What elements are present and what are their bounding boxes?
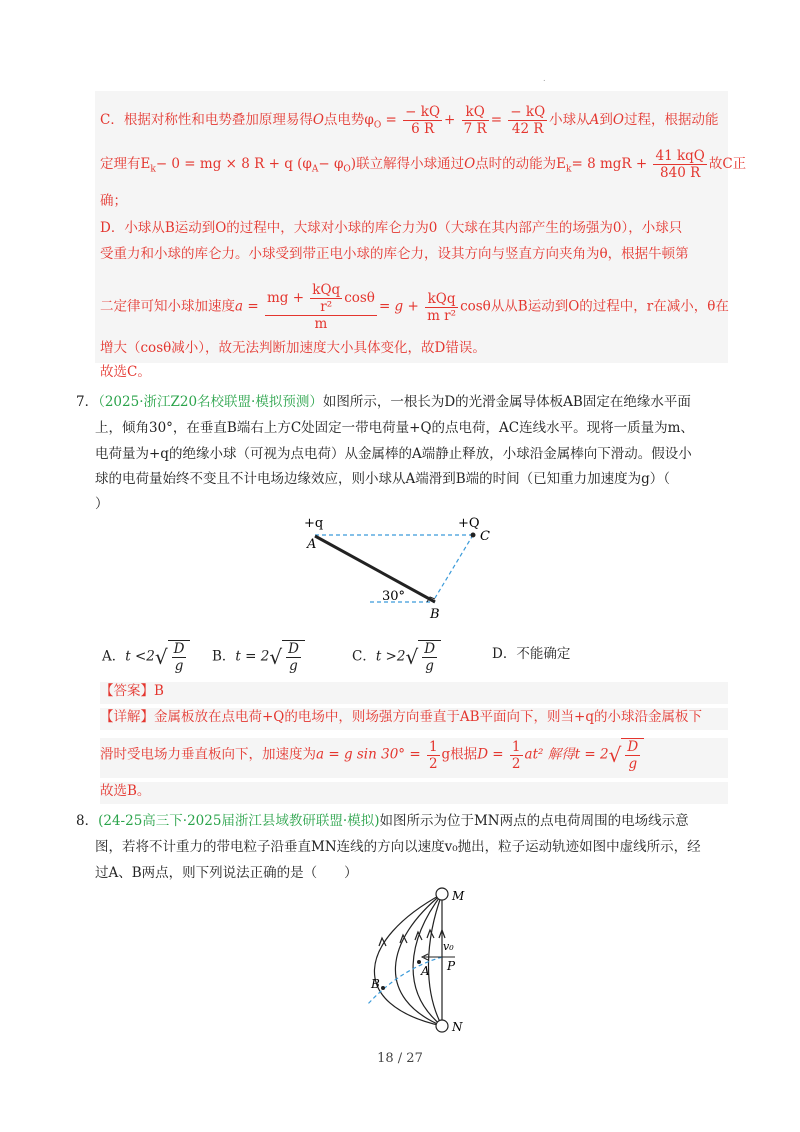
q7-detail-line2	[100, 738, 728, 778]
text: m r²	[427, 307, 457, 324]
text: a = g sin 30° =	[316, 746, 421, 763]
text: D =	[477, 746, 504, 763]
text: D	[627, 739, 639, 755]
text: − kQ	[510, 104, 546, 120]
text: )联立解得小球通过	[350, 156, 465, 172]
text: − φ	[318, 156, 344, 172]
text: 二定律可知小球加速度	[100, 298, 235, 315]
fraction	[286, 641, 301, 674]
option-expr: t >2	[375, 648, 406, 665]
solution-d-line3	[100, 282, 729, 332]
text: O	[343, 164, 351, 175]
text: 41 kqQ	[655, 148, 705, 164]
sqrt	[418, 640, 441, 674]
metal-plate-ab	[315, 536, 435, 602]
answer-value: B	[154, 683, 164, 699]
text: D	[424, 641, 436, 657]
sqrt	[621, 738, 644, 772]
text: mg +	[266, 290, 304, 306]
text: 金属板放在点电荷+Q的电场中，则场强方向垂直于AB平面向下，则当+q的小球沿金属板下	[154, 709, 703, 725]
fraction	[403, 104, 442, 137]
q7-detail-line1	[100, 708, 728, 730]
text: − kQ	[405, 104, 441, 120]
text	[265, 282, 377, 316]
text: D	[288, 641, 299, 657]
text: 过程，根据动能	[623, 112, 719, 128]
solution-c-line1: C．根据对称性和电势叠加原理易得O点电势$\varphi_O$ = $\frac{- kQ}{6 R}$ + $\frac{kQ}{7 R}$ = $\frac{- kQ}{42 R}$ 小球从A到O过程，根据动能	[100, 104, 719, 137]
text: 如图所示为位于MN两点的点电荷周围的电场线示意	[379, 813, 689, 829]
charge-m	[436, 888, 448, 900]
q8-line3: 过A、B两点，则下列说法正确的是（ ）	[95, 865, 358, 881]
fraction	[653, 148, 706, 181]
option-letter: D．	[492, 646, 517, 662]
text: k	[566, 164, 572, 175]
text: A	[589, 112, 600, 128]
text: g	[289, 658, 298, 674]
label-v0: v₀	[443, 940, 454, 953]
label-m: M	[452, 889, 465, 903]
text: 定理有E	[100, 156, 151, 172]
point-charge-c	[471, 533, 476, 538]
option-expr: t <2	[125, 648, 155, 665]
fraction	[265, 282, 377, 332]
q8-figure	[355, 880, 485, 1040]
q7-line3: 电荷量为+q的绝缘小球（可视为点电荷）从金属棒的A端静止释放，小球沿金属棒向下滑动。假设小	[95, 446, 692, 462]
sqrt-icon: √	[269, 645, 283, 669]
text: 2	[428, 755, 438, 772]
fraction	[310, 282, 342, 315]
text: k	[150, 164, 156, 175]
label-c: C	[480, 529, 490, 544]
text: 840 R	[660, 165, 701, 181]
label-big-q: +Q	[458, 516, 480, 531]
fraction	[508, 104, 547, 137]
label-p: P	[447, 959, 456, 973]
point-b	[381, 986, 385, 990]
solution-c-line3: 确；	[100, 193, 127, 209]
q7-option-d[interactable]	[492, 642, 570, 662]
q7-detail-line3: 故选B。	[100, 782, 728, 804]
text: D	[173, 641, 185, 657]
label-a: A	[421, 964, 430, 978]
fraction	[425, 291, 458, 324]
page-number: 18 / 27	[377, 1051, 423, 1066]
text: m	[314, 316, 328, 332]
option-expr: 不能确定	[516, 646, 571, 662]
text: r²	[320, 299, 333, 315]
detail-label: 【详解】	[100, 709, 154, 725]
solution-d-line4: 增大（cosθ减小），故无法判断加速度大小具体变化，故D错误。	[100, 340, 486, 356]
text: g	[425, 658, 434, 674]
q7-figure	[290, 510, 520, 630]
text: cosθ	[460, 298, 491, 315]
text: 7 R	[463, 121, 487, 137]
text: 6 R	[411, 121, 435, 137]
text: = 8 mgR +	[571, 156, 648, 172]
q7-option-c[interactable]	[352, 640, 441, 674]
q7-answer-row	[100, 682, 728, 704]
solution-d-line1: D．小球从B运动到O的过程中，大球对小球的库仑力为0（大球在其内部产生的场强为0），小球只	[100, 220, 683, 236]
fraction	[422, 641, 437, 674]
solution-d-line2: 受重力和小球的库仑力。小球受到带正电小球的库仑力，设其方向与竖直方向夹角为θ，根据牛顿第	[100, 246, 689, 262]
text: O	[464, 156, 476, 172]
q7-line4: 球的电荷量始终不变且不计电场边缘效应，则小球从A端滑到B端的时间（已知重力加速度为g）（	[95, 471, 671, 487]
text: 42 R	[511, 121, 544, 137]
question-source: （2025·浙江Z20名校联盟·模拟预测）	[98, 394, 323, 410]
text: g	[628, 756, 638, 772]
text: kQq	[425, 291, 458, 308]
text: 点时的动能为E	[475, 156, 567, 172]
text: 点电势φ	[323, 112, 374, 128]
fraction	[510, 739, 523, 772]
text: − 0 = mg × 8 R + q (φ	[155, 156, 312, 172]
q7-line5: ）	[95, 496, 109, 512]
text: cosθ	[344, 290, 375, 306]
option-letter: A．	[102, 648, 126, 665]
text: g	[174, 658, 184, 674]
label-a: A	[307, 537, 317, 552]
sqrt-icon: √	[154, 645, 168, 669]
question-number: 7．	[76, 394, 99, 410]
option-letter: B．	[212, 648, 236, 665]
text: A	[311, 164, 319, 175]
field-line-4	[428, 894, 442, 1026]
text: O	[373, 120, 382, 131]
text: O	[312, 112, 324, 128]
text: 滑时受电场力垂直板向下，加速度为	[100, 746, 316, 763]
text: 到	[599, 112, 613, 128]
fraction	[427, 739, 440, 772]
q7-line2: 上，倾角30°，在垂直B端右上方C处固定一带电荷量+Q的点电荷，AC连线水平。现将一质量为m、	[95, 420, 694, 436]
question-source: (24-25高三下·2025届浙江县域教研联盟·模拟)	[98, 813, 380, 829]
answer-label: 【答案】	[100, 683, 154, 699]
text: g根据	[441, 746, 478, 763]
q8-line1	[76, 812, 689, 830]
text: 2	[511, 755, 521, 772]
text: 故C正	[708, 156, 747, 172]
fraction	[625, 739, 640, 772]
sqrt-icon: √	[405, 645, 419, 669]
text: 如图所示，一根长为D的光滑金属导体板AB固定在绝缘水平面	[322, 394, 691, 410]
sqrt	[168, 640, 191, 674]
solution-c-line2	[100, 148, 746, 181]
text: kQ	[462, 104, 489, 121]
fraction	[462, 104, 489, 137]
label-angle: 30°	[382, 589, 406, 604]
text: C．根据对称性和电势叠加原理易得	[100, 112, 313, 128]
field-line-2	[395, 894, 442, 1026]
q7-line1	[76, 393, 691, 411]
text: 1	[428, 738, 438, 755]
q8-line2: 图，若将不计重力的带电粒子沿垂直MN连线的方向以速度v₀抛出，粒子运动轨迹如图中虚线所示，经	[95, 839, 701, 855]
text: = g +	[378, 298, 419, 315]
label-b: B	[371, 977, 380, 991]
fraction	[172, 641, 187, 674]
solution-d-line5: 故选C。	[100, 364, 151, 380]
text: 从从B运动到O的过程中，r在减小，θ在	[490, 298, 729, 315]
bc-dashed-line	[435, 535, 473, 598]
sqrt-icon: √	[608, 743, 622, 767]
label-b: B	[430, 607, 440, 622]
option-letter: C．	[352, 648, 376, 665]
q7-option-a[interactable]	[102, 640, 190, 674]
label-q: +q	[304, 516, 324, 531]
text: O	[612, 112, 624, 128]
text: t = 2	[574, 746, 609, 763]
label-n: N	[452, 1020, 463, 1034]
text: a =	[235, 298, 259, 315]
text: at² 解得	[524, 746, 575, 763]
charge-n	[436, 1020, 448, 1032]
text: 小球从	[549, 112, 590, 128]
sqrt	[282, 640, 305, 674]
question-number: 8．	[76, 813, 99, 829]
text: kQq	[312, 282, 341, 298]
page-mark: .	[543, 74, 546, 83]
text: 1	[511, 738, 521, 755]
option-expr: t = 2	[235, 648, 270, 665]
q7-option-b[interactable]	[212, 640, 305, 674]
